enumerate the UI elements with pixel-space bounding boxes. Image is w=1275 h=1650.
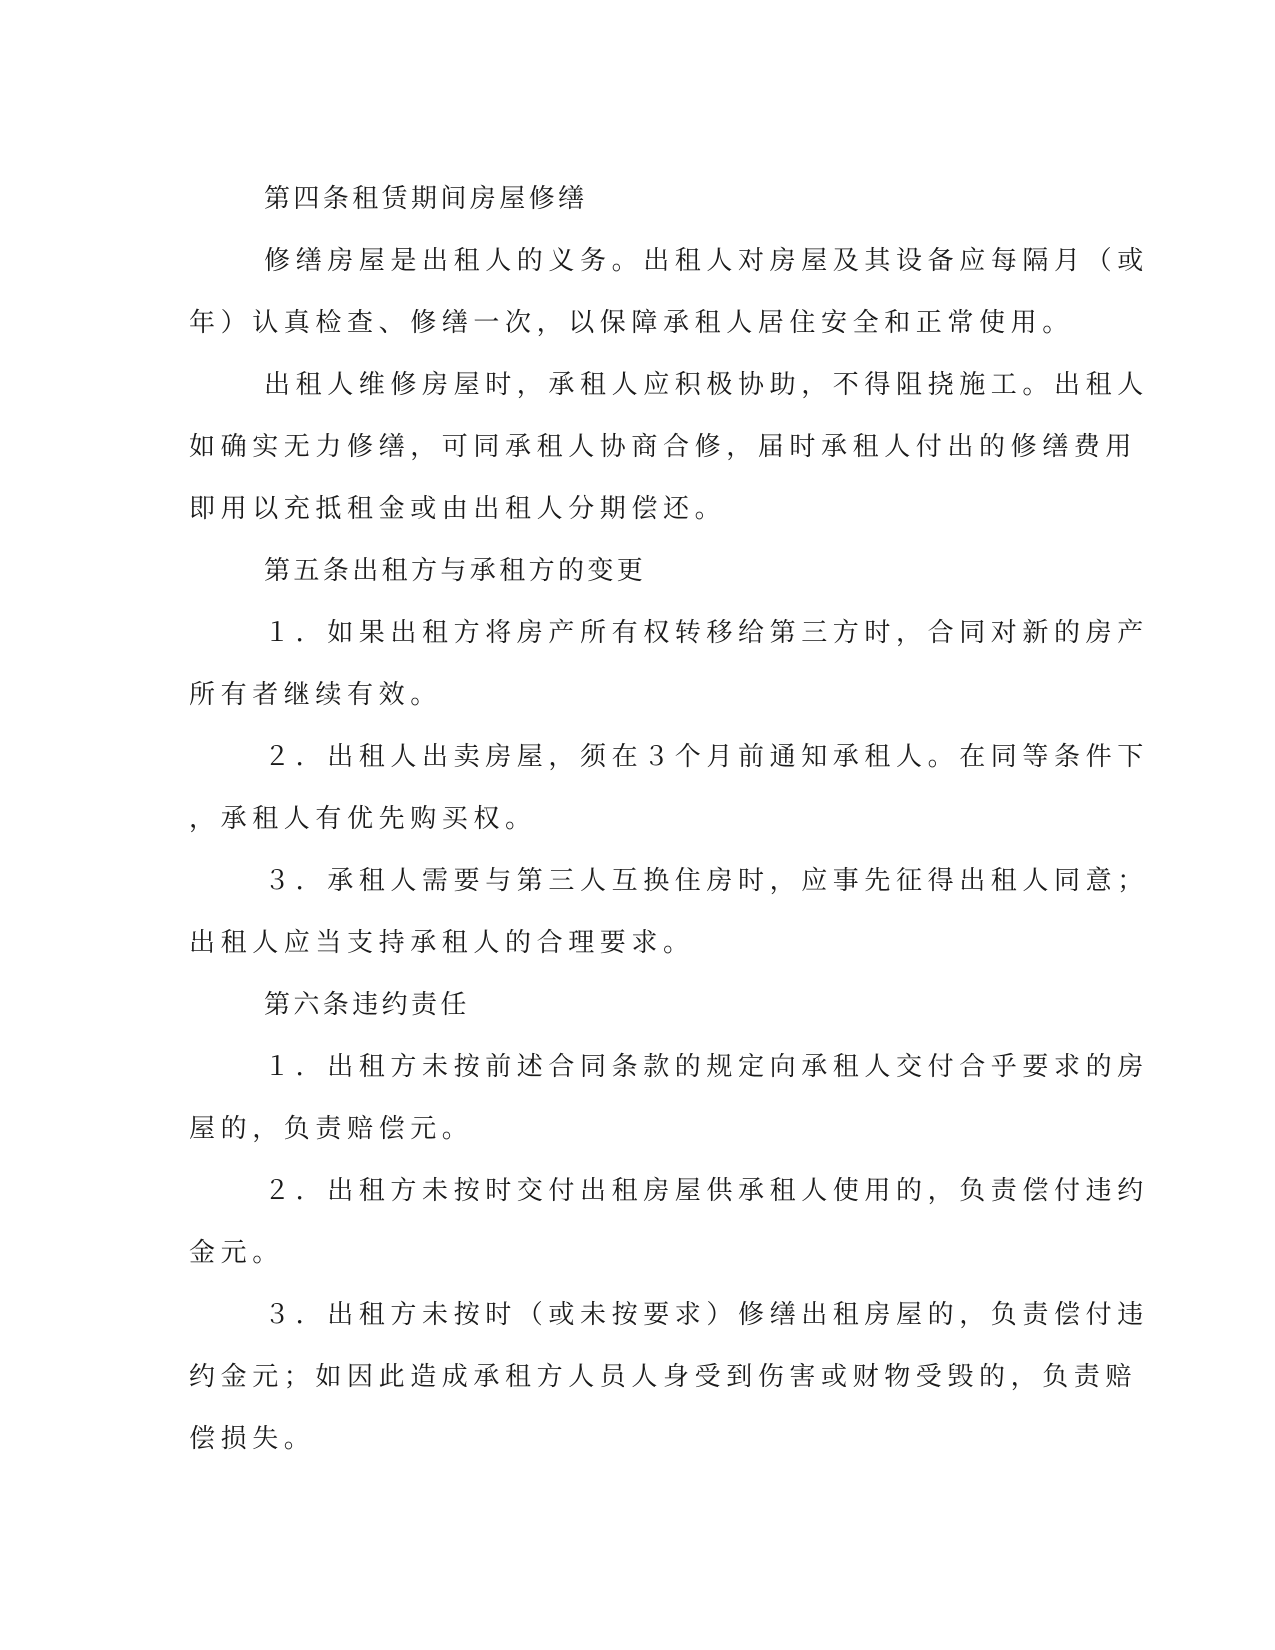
text-line: ２．出租方未按时交付出租房屋供承租人使用的，负责偿付违约 bbox=[264, 1176, 1149, 1206]
text-line: ３．承租人需要与第三人互换住房时，应事先征得出租人同意； bbox=[264, 866, 1149, 896]
paragraph-repair-cooperation bbox=[189, 354, 1149, 540]
text-line: ２．出租人出卖房屋，须在３个月前通知承租人。在同等条件下 bbox=[264, 742, 1149, 772]
clause-6-2 bbox=[189, 1160, 1149, 1284]
text-line: 第六条违约责任 bbox=[264, 990, 470, 1020]
document-body bbox=[189, 168, 1149, 1470]
clause-5-2 bbox=[189, 726, 1149, 850]
text-line: 约金元；如因此造成承租方人员人身受到伤害或财物受毁的，负责赔 bbox=[189, 1362, 1138, 1392]
text-line: １．如果出租方将房产所有权转移给第三方时，合同对新的房产 bbox=[264, 618, 1149, 648]
clause-5-3 bbox=[189, 850, 1149, 974]
text-line: １．出租方未按前述合同条款的规定向承租人交付合乎要求的房 bbox=[264, 1052, 1149, 1082]
text-line: 偿损失。 bbox=[189, 1424, 316, 1454]
text-line: 即用以充抵租金或由出租人分期偿还。 bbox=[189, 494, 727, 524]
text-line: 第四条租赁期间房屋修缮 bbox=[264, 184, 588, 214]
section-heading-article-5 bbox=[189, 540, 1069, 602]
section-heading-article-6 bbox=[189, 974, 1069, 1036]
clause-6-3 bbox=[189, 1284, 1149, 1470]
paragraph-repair-obligation bbox=[189, 230, 1149, 354]
clause-5-1 bbox=[189, 602, 1149, 726]
text-line: 年）认真检查、修缮一次，以保障承租人居住安全和正常使用。 bbox=[189, 308, 1074, 338]
text-line: 金元。 bbox=[189, 1238, 284, 1268]
clause-6-1 bbox=[189, 1036, 1149, 1160]
text-line: 修缮房屋是出租人的义务。出租人对房屋及其设备应每隔月（或 bbox=[264, 246, 1149, 276]
section-heading-article-4 bbox=[189, 168, 1069, 230]
text-line: 屋的，负责赔偿元。 bbox=[189, 1114, 474, 1144]
text-line: 如确实无力修缮，可同承租人协商合修，届时承租人付出的修缮费用 bbox=[189, 432, 1138, 462]
text-line: 出租人应当支持承租人的合理要求。 bbox=[189, 928, 695, 958]
text-line: 第五条出租方与承租方的变更 bbox=[264, 556, 647, 586]
text-line: 出租人维修房屋时，承租人应积极协助，不得阻挠施工。出租人 bbox=[264, 370, 1149, 400]
text-line: ，承租人有优先购买权。 bbox=[189, 804, 537, 834]
text-line: 所有者继续有效。 bbox=[189, 680, 442, 710]
text-line: ３．出租方未按时（或未按要求）修缮出租房屋的，负责偿付违 bbox=[264, 1300, 1149, 1330]
